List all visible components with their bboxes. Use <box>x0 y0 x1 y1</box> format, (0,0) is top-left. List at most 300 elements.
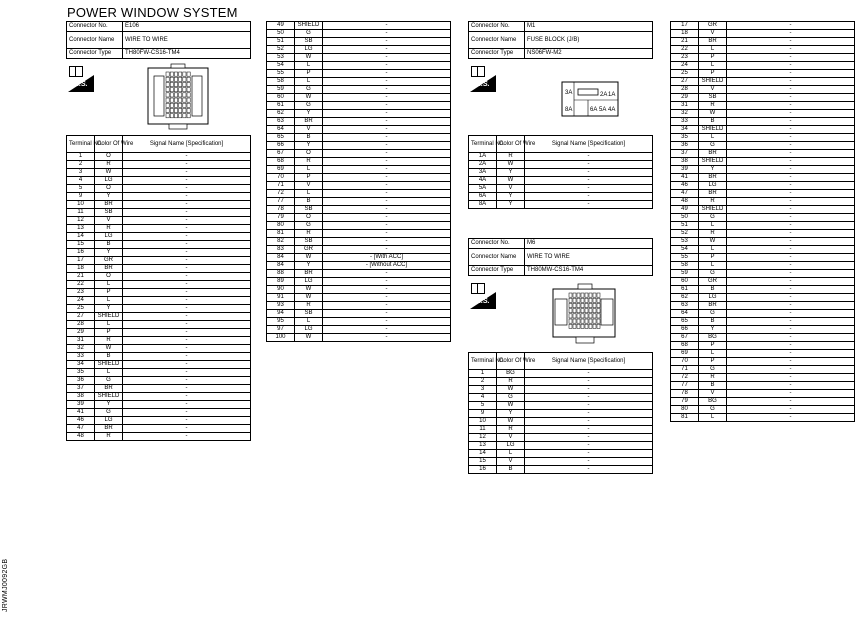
wire-color: P <box>699 358 727 366</box>
table-row <box>671 86 855 94</box>
table-row <box>267 278 451 286</box>
wire-color: P <box>295 70 323 78</box>
signal-name: - <box>123 265 251 273</box>
connector-cavity <box>174 88 177 92</box>
terminal-no: 39 <box>67 401 95 409</box>
table-row <box>671 270 855 278</box>
signal-name: - <box>323 286 451 294</box>
terminal-no: 9 <box>67 193 95 201</box>
connector-cavity <box>179 88 182 92</box>
signal-name: - <box>323 302 451 310</box>
table-row <box>267 142 451 150</box>
wire-color: V <box>295 182 323 190</box>
table-row <box>267 190 451 198</box>
terminal-no: 24 <box>67 297 95 305</box>
connector-no: E106 <box>123 22 251 32</box>
table-row <box>267 262 451 270</box>
connector-cavity <box>573 293 576 297</box>
terminal-no: 94 <box>267 310 295 318</box>
connector-cavity <box>569 309 572 313</box>
terminal-no: 29 <box>671 94 699 102</box>
wire-color: W <box>699 238 727 246</box>
col-terminal: Terminal No. <box>67 136 95 153</box>
terminal-no: 66 <box>267 142 295 150</box>
signal-name: - <box>727 86 855 94</box>
connector-type-label: Connector Type <box>469 49 525 59</box>
signal-name: - <box>123 257 251 265</box>
connector-cavity <box>179 72 182 76</box>
connector-name-label: Connector Name <box>469 32 525 49</box>
wire-color: R <box>95 161 123 169</box>
terminal-no: 89 <box>267 278 295 286</box>
wire-color: SHIELD <box>699 206 727 214</box>
wire-color: V <box>497 434 525 442</box>
wire-color: P <box>295 174 323 182</box>
terminal-no: 21 <box>671 38 699 46</box>
connector-cavity <box>179 108 182 112</box>
terminal-no: 36 <box>67 377 95 385</box>
connector-cavity <box>187 93 190 97</box>
terminal-no: 29 <box>67 329 95 337</box>
table-row <box>267 246 451 254</box>
table-row <box>267 150 451 158</box>
wire-color: W <box>497 161 525 169</box>
wire-color: LG <box>95 417 123 425</box>
connector-cavity <box>187 77 190 81</box>
signal-name: - <box>323 70 451 78</box>
wire-color: LG <box>295 278 323 286</box>
terminal-no: 35 <box>67 369 95 377</box>
table-row <box>267 254 451 262</box>
wire-color: LG <box>497 442 525 450</box>
wire-color: L <box>95 321 123 329</box>
wire-color: V <box>699 390 727 398</box>
signal-name: - <box>727 254 855 262</box>
signal-name: - <box>525 386 653 394</box>
table-row <box>671 342 855 350</box>
wire-color: L <box>95 281 123 289</box>
table-row <box>67 249 251 257</box>
signal-name: - <box>123 289 251 297</box>
signal-name: - <box>123 385 251 393</box>
terminal-no: 14 <box>469 450 497 458</box>
terminal-no: 60 <box>671 278 699 286</box>
terminal-no: 61 <box>671 286 699 294</box>
wire-color: O <box>95 153 123 161</box>
connector-cavity <box>179 103 182 107</box>
terminal-no: 4 <box>67 177 95 185</box>
table-row <box>267 94 451 102</box>
connector-cavity <box>589 303 592 307</box>
connector-cavity <box>187 114 190 118</box>
terminal-no: 11 <box>469 426 497 434</box>
signal-name: - <box>727 110 855 118</box>
connector-cavity <box>597 303 600 307</box>
signal-name: - <box>323 46 451 54</box>
table-row <box>671 118 855 126</box>
terminal-no: 50 <box>671 214 699 222</box>
wire-color: L <box>295 78 323 86</box>
terminal-no: 6A <box>469 193 497 201</box>
wire-color: B <box>699 318 727 326</box>
table-row <box>67 225 251 233</box>
table-row <box>267 78 451 86</box>
wire-color: V <box>295 126 323 134</box>
table-row <box>671 358 855 366</box>
table-row <box>267 270 451 278</box>
table-row <box>469 177 653 185</box>
connector-cavity <box>589 319 592 323</box>
connector-cavity <box>585 314 588 318</box>
table-row <box>671 158 855 166</box>
connector-cavity <box>593 293 596 297</box>
connector-cavity <box>577 324 580 328</box>
terminal-no: 79 <box>671 398 699 406</box>
wire-color: Y <box>699 326 727 334</box>
connector-cavity <box>170 93 173 97</box>
signal-name: - <box>323 22 451 30</box>
table-row <box>671 374 855 382</box>
figure-code: JRWMJ0092GB <box>2 558 9 612</box>
signal-name: - <box>123 201 251 209</box>
terminal-no: 71 <box>267 182 295 190</box>
terminal-no: 15 <box>469 458 497 466</box>
signal-name: - <box>123 225 251 233</box>
wire-color: R <box>497 378 525 386</box>
terminal-no: 47 <box>67 425 95 433</box>
terminal-no: 23 <box>67 289 95 297</box>
table-row <box>469 185 653 193</box>
table-row <box>469 434 653 442</box>
connector-cavity <box>174 103 177 107</box>
signal-name: - <box>525 185 653 193</box>
table-row <box>671 70 855 78</box>
wire-color: Y <box>699 166 727 174</box>
terminal-no: 41 <box>67 409 95 417</box>
connector-cavity <box>593 314 596 318</box>
signal-name: - <box>727 358 855 366</box>
wire-color: BR <box>699 302 727 310</box>
signal-name: - <box>323 294 451 302</box>
wire-color: BG <box>497 370 525 378</box>
signal-name: - <box>323 230 451 238</box>
signal-name: - <box>525 402 653 410</box>
table-row <box>67 257 251 265</box>
signal-name: - <box>727 382 855 390</box>
signal-name: - <box>123 425 251 433</box>
signal-name: - <box>525 153 653 161</box>
table-row <box>671 214 855 222</box>
signal-name: - <box>323 278 451 286</box>
connector-cavity <box>597 298 600 302</box>
terminal-no: 41 <box>671 174 699 182</box>
terminal-no: 34 <box>671 126 699 134</box>
table-row <box>67 209 251 217</box>
wire-color: SB <box>295 206 323 214</box>
wire-color: G <box>95 409 123 417</box>
table-row <box>67 241 251 249</box>
connector-cavity <box>585 319 588 323</box>
wire-color: Y <box>497 193 525 201</box>
table-row <box>67 169 251 177</box>
terminal-no: 100 <box>267 334 295 342</box>
connector-type: TH80FW-CS16-TM4 <box>123 49 251 59</box>
col-terminal: Terminal No. <box>469 353 497 370</box>
table-row <box>67 313 251 321</box>
wire-color: W <box>295 254 323 262</box>
terminal-no: 55 <box>267 70 295 78</box>
table-row <box>671 286 855 294</box>
signal-name: - <box>323 326 451 334</box>
wire-color: L <box>699 350 727 358</box>
table-row <box>267 230 451 238</box>
connector-cavity <box>166 93 169 97</box>
table-row <box>671 238 855 246</box>
connector-cavity <box>573 298 576 302</box>
wire-color: BR <box>699 150 727 158</box>
signal-name: - <box>727 230 855 238</box>
wire-color: BR <box>699 174 727 182</box>
signal-name: - <box>727 158 855 166</box>
terminal-no: 61 <box>267 102 295 110</box>
wire-color: BR <box>295 118 323 126</box>
table-row <box>469 201 653 209</box>
wire-color: W <box>497 418 525 426</box>
terminal-no: 8A <box>469 201 497 209</box>
terminal-no: 28 <box>671 86 699 94</box>
wire-color: B <box>497 466 525 474</box>
connector-cavity <box>585 293 588 297</box>
connector-cavity <box>589 309 592 313</box>
table-row <box>671 22 855 30</box>
connector-cavity <box>179 77 182 81</box>
table-row <box>67 425 251 433</box>
terminal-no: 37 <box>671 150 699 158</box>
signal-name: - <box>727 334 855 342</box>
wire-color: L <box>699 134 727 142</box>
signal-name: - <box>123 249 251 257</box>
table-row <box>67 193 251 201</box>
pin-label: 1A <box>608 92 616 98</box>
signal-name: - <box>727 414 855 422</box>
terminal-no: 52 <box>267 46 295 54</box>
pin-label: 3A <box>565 90 573 96</box>
terminal-no: 54 <box>671 246 699 254</box>
wire-color: Y <box>497 201 525 209</box>
wire-color: L <box>699 246 727 254</box>
connector-cavity <box>585 298 588 302</box>
wire-color: P <box>699 54 727 62</box>
signal-name: - <box>123 369 251 377</box>
terminal-no: 66 <box>671 326 699 334</box>
signal-name: - <box>525 442 653 450</box>
connector-cavity <box>585 309 588 313</box>
terminal-no: 16 <box>469 466 497 474</box>
connector-cavity <box>179 82 182 86</box>
terminal-no: 2 <box>67 161 95 169</box>
signal-name: - <box>323 38 451 46</box>
signal-name: - <box>323 94 451 102</box>
table-row <box>267 182 451 190</box>
connector-cavity <box>179 93 182 97</box>
signal-name: - <box>323 318 451 326</box>
wire-color: L <box>295 190 323 198</box>
connector-cavity <box>166 77 169 81</box>
connector-cavity <box>179 114 182 118</box>
e106-connector-diagram <box>147 64 209 135</box>
table-row <box>671 206 855 214</box>
table-row <box>67 417 251 425</box>
connector-cavity <box>589 314 592 318</box>
connector-cavity <box>569 298 572 302</box>
signal-name: - <box>727 190 855 198</box>
wire-color: W <box>295 294 323 302</box>
connector-cavity <box>170 72 173 76</box>
terminal-no: 97 <box>267 326 295 334</box>
table-row <box>67 433 251 441</box>
wire-color: P <box>95 329 123 337</box>
table-row <box>469 410 653 418</box>
terminal-no: 33 <box>671 118 699 126</box>
terminal-no: 16 <box>67 249 95 257</box>
wire-color: B <box>699 118 727 126</box>
wire-color: V <box>497 458 525 466</box>
wire-color: GR <box>699 278 727 286</box>
connector-cavity <box>581 319 584 323</box>
wire-color: W <box>699 110 727 118</box>
table-row <box>67 305 251 313</box>
terminal-no: 34 <box>67 361 95 369</box>
connector-cavity <box>581 324 584 328</box>
terminal-no: 68 <box>267 158 295 166</box>
wire-color: LG <box>295 46 323 54</box>
col-color: Color Of Wire <box>497 353 525 370</box>
terminal-no: 13 <box>67 225 95 233</box>
col-signal: Signal Name [Specification] <box>525 136 653 153</box>
signal-name: - <box>727 214 855 222</box>
wire-color: L <box>295 166 323 174</box>
signal-name: - <box>123 297 251 305</box>
terminal-no: 12 <box>469 434 497 442</box>
connector-cavity <box>597 309 600 313</box>
wire-color: SHIELD <box>95 313 123 321</box>
terminal-no: 82 <box>267 238 295 246</box>
wire-color: L <box>95 369 123 377</box>
connector-cavity <box>174 108 177 112</box>
wire-color: W <box>295 94 323 102</box>
wire-color: BR <box>95 385 123 393</box>
table-row <box>267 62 451 70</box>
table-row <box>671 222 855 230</box>
wire-color: R <box>497 426 525 434</box>
wire-color: LG <box>95 233 123 241</box>
signal-name: - <box>727 294 855 302</box>
signal-name: - <box>323 310 451 318</box>
terminal-no: 5 <box>67 185 95 193</box>
connector-no: M1 <box>525 22 653 32</box>
connector-cavity <box>174 72 177 76</box>
table-row <box>671 62 855 70</box>
signal-name: - <box>323 182 451 190</box>
signal-name: - <box>123 377 251 385</box>
connector-cavity <box>577 319 580 323</box>
signal-name: - <box>727 342 855 350</box>
table-row <box>267 54 451 62</box>
terminal-no: 64 <box>671 310 699 318</box>
wire-color: R <box>295 302 323 310</box>
signal-name: - <box>525 410 653 418</box>
signal-name: - <box>727 174 855 182</box>
connector-name: FUSE BLOCK (J/B) <box>525 32 653 49</box>
wire-color: SHIELD <box>699 126 727 134</box>
connector-cavity <box>593 309 596 313</box>
wire-color: B <box>295 198 323 206</box>
harness-side-icon: H.S. <box>470 283 496 309</box>
table-row <box>267 286 451 294</box>
terminal-no: 51 <box>671 222 699 230</box>
connector-no-label: Connector No. <box>469 22 525 32</box>
m6-terminal-table <box>468 352 653 474</box>
table-row <box>671 126 855 134</box>
harness-side-icon: H.S. <box>68 66 94 92</box>
col-signal: Signal Name [Specification] <box>525 353 653 370</box>
terminal-no: 11 <box>67 209 95 217</box>
table-row <box>671 246 855 254</box>
table-row <box>67 329 251 337</box>
wire-color: R <box>699 230 727 238</box>
wire-color: L <box>95 297 123 305</box>
connector-cavity <box>166 88 169 92</box>
wire-color: LG <box>295 326 323 334</box>
pin-label: 8A <box>565 107 573 113</box>
wire-color: G <box>699 214 727 222</box>
wire-color: O <box>295 214 323 222</box>
terminal-no: 52 <box>671 230 699 238</box>
table-row <box>469 426 653 434</box>
wire-color: Y <box>497 410 525 418</box>
terminal-no: 13 <box>469 442 497 450</box>
terminal-no: 49 <box>267 22 295 30</box>
signal-name: - <box>727 302 855 310</box>
connector-cavity <box>166 103 169 107</box>
table-row <box>469 394 653 402</box>
wire-color: G <box>699 142 727 150</box>
connector-cavity <box>581 309 584 313</box>
terminal-no: 28 <box>67 321 95 329</box>
wire-color: GR <box>295 246 323 254</box>
terminal-no: 3A <box>469 169 497 177</box>
signal-name: - <box>123 409 251 417</box>
wire-color: SB <box>95 209 123 217</box>
signal-name: - <box>525 426 653 434</box>
terminal-no: 65 <box>671 318 699 326</box>
terminal-no: 78 <box>267 206 295 214</box>
wire-color: SB <box>295 238 323 246</box>
signal-name: - <box>525 466 653 474</box>
table-row <box>267 118 451 126</box>
table-row <box>67 153 251 161</box>
terminal-no: 70 <box>671 358 699 366</box>
connector-name: WIRE TO WIRE <box>123 32 251 49</box>
wire-color: SHIELD <box>95 393 123 401</box>
signal-name: - <box>323 174 451 182</box>
table-row <box>671 46 855 54</box>
table-row <box>469 402 653 410</box>
table-row <box>67 265 251 273</box>
signal-name: - <box>123 233 251 241</box>
signal-name: - <box>727 238 855 246</box>
terminal-no: 25 <box>671 70 699 78</box>
